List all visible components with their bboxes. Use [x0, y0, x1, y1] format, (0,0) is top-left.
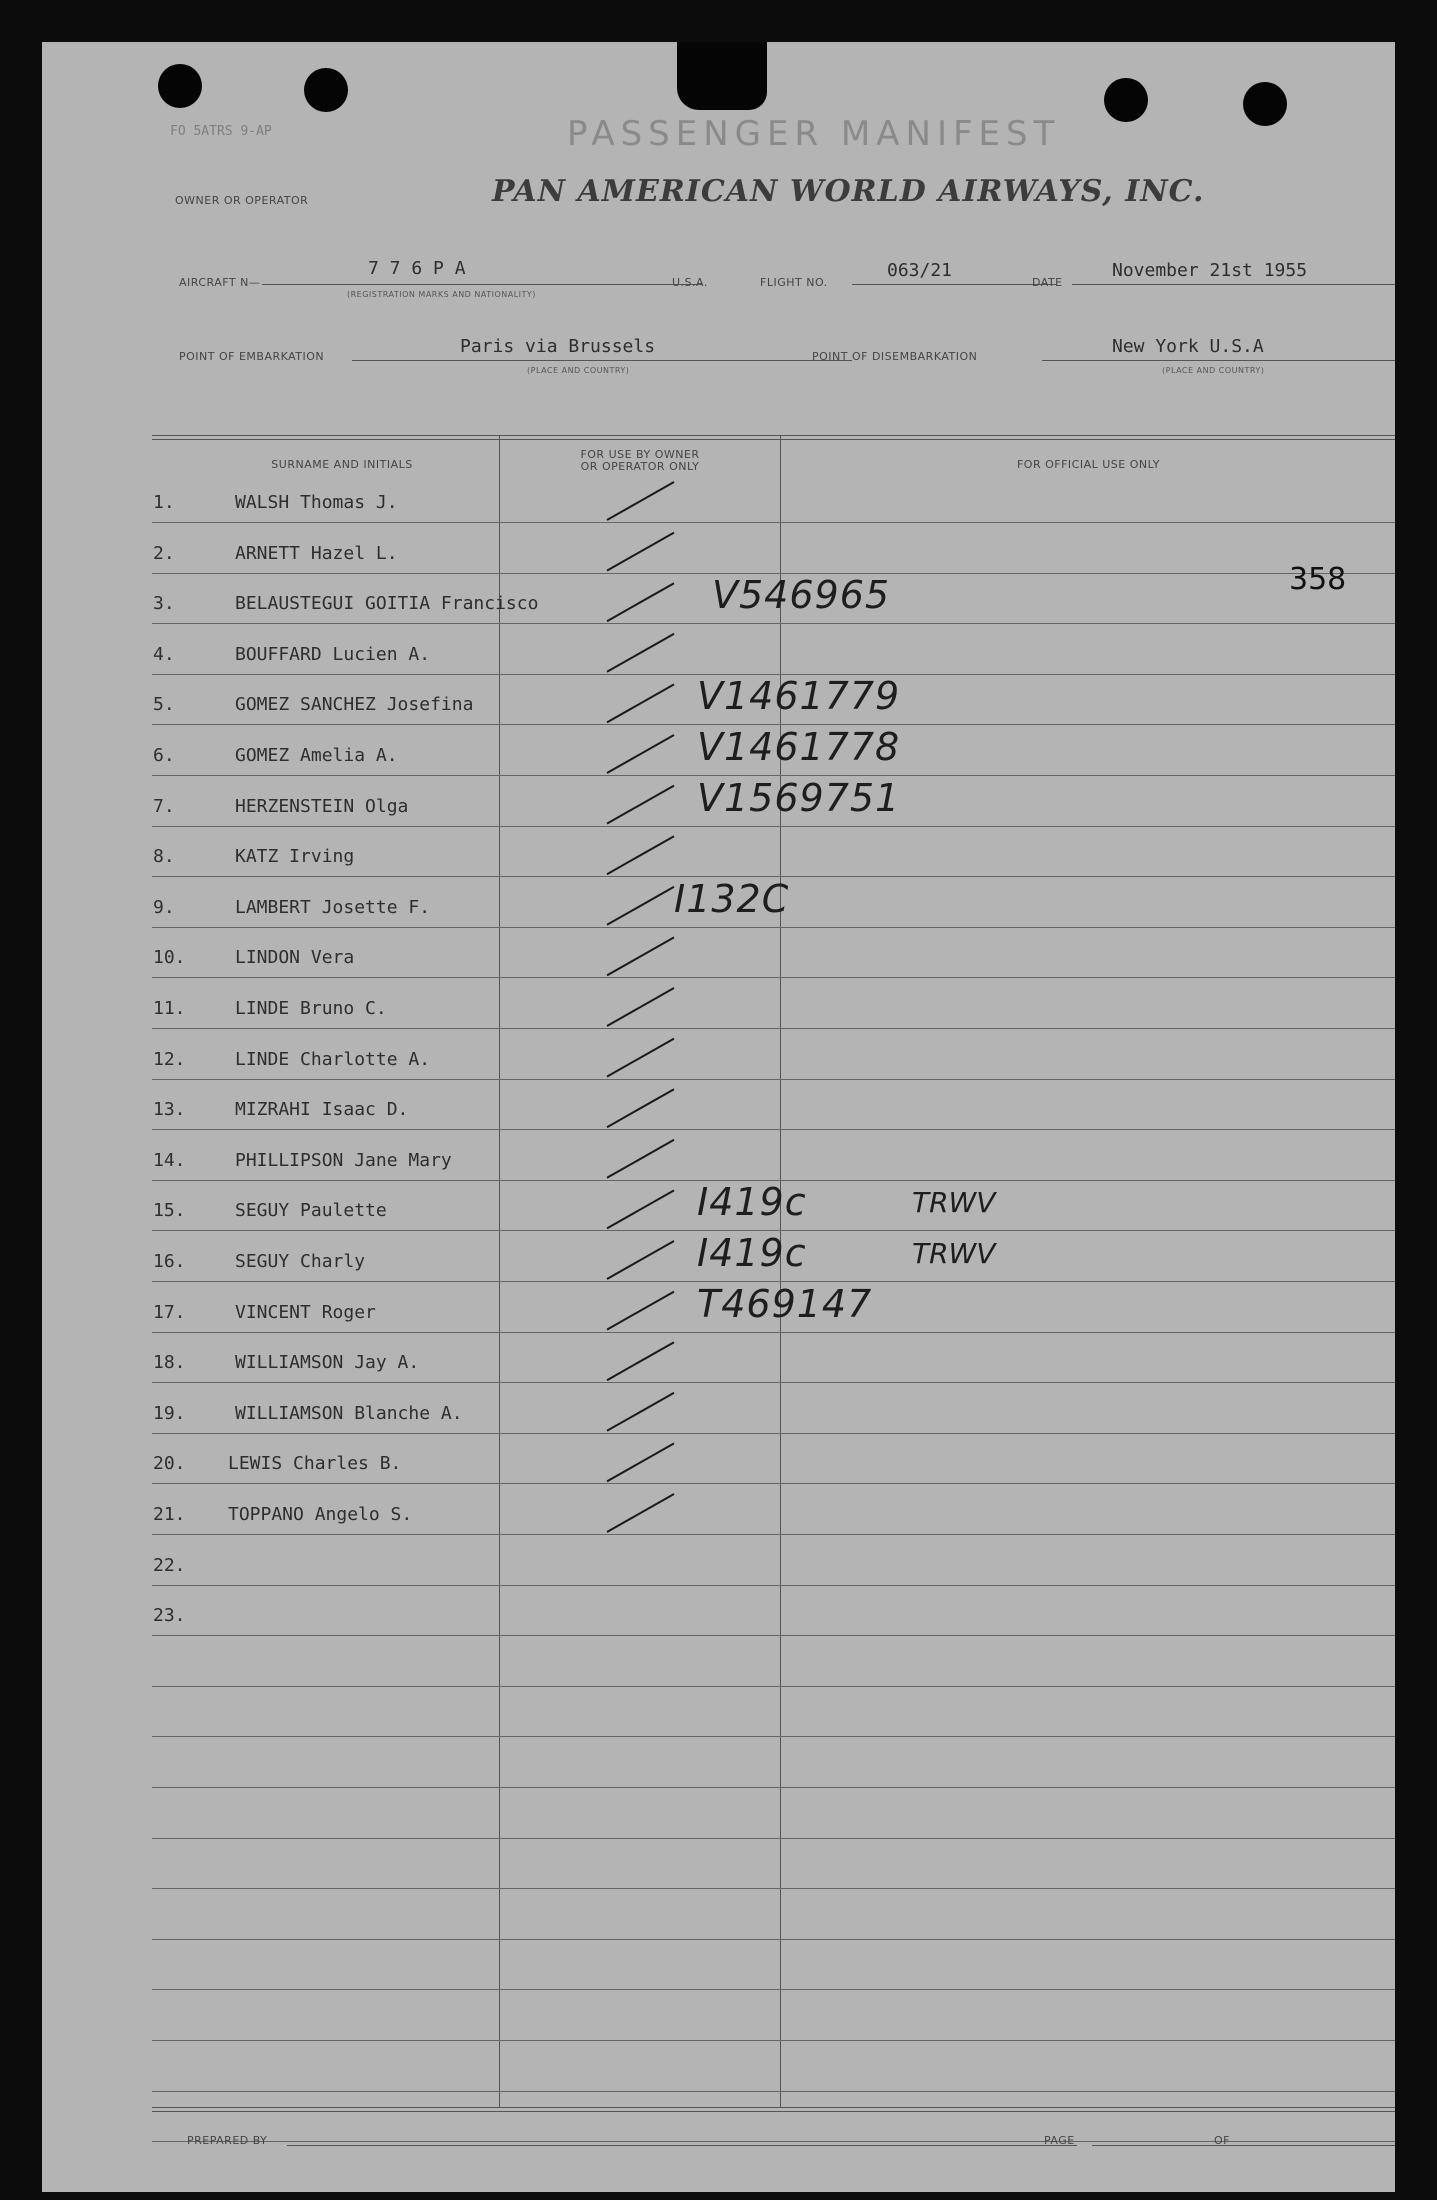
passenger-name: TOPPANO Angelo S.	[228, 1504, 413, 1525]
row-number: 10.	[153, 947, 186, 969]
handwritten-number: V1569751	[697, 775, 901, 820]
handwritten-number: I132C	[674, 876, 790, 921]
passenger-name: WALSH Thomas J.	[235, 492, 398, 513]
row-number: 9.	[153, 896, 175, 918]
aircraft-value: 7 7 6 P A	[368, 258, 466, 279]
row-number: 8.	[153, 846, 175, 868]
column-header-owner-2: OR OPERATOR ONLY	[580, 460, 700, 473]
row-number: 21.	[153, 1504, 186, 1525]
aircraft-label: AIRCRAFT N—	[179, 276, 261, 289]
passenger-name: LINDE Charlotte A.	[235, 1048, 431, 1070]
passenger-name: BELAUSTEGUI GOITIA Francisco	[235, 593, 539, 615]
page-title: PASSENGER MANIFEST	[567, 114, 1061, 154]
passenger-name: SEGUY Charly	[235, 1251, 366, 1272]
disembark-sublabel: (PLACE AND COUNTRY)	[1162, 366, 1265, 375]
check-stroke	[607, 583, 674, 621]
passenger-name: ARNETT Hazel L.	[235, 542, 398, 564]
passenger-name: WILLIAMSON Jay A.	[235, 1352, 420, 1374]
passenger-name: GOMEZ Amelia A.	[235, 745, 398, 766]
passenger-name: BOUFFARD Lucien A.	[235, 643, 431, 665]
of-label: OF	[1214, 2134, 1230, 2147]
check-stroke	[607, 786, 674, 824]
check-stroke	[607, 1190, 674, 1228]
manifest-sheet	[42, 42, 1395, 2192]
handwritten-number: V1461779	[697, 674, 901, 719]
check-stroke	[607, 887, 674, 925]
passenger-name: LINDON Vera	[235, 947, 355, 969]
check-stroke	[607, 1241, 674, 1279]
check-stroke	[607, 836, 674, 874]
check-stroke	[607, 634, 674, 672]
row-number: 11.	[153, 998, 186, 1019]
passenger-name: WILLIAMSON Blanche A.	[235, 1402, 463, 1424]
aircraft-sublabel: (REGISTRATION MARKS AND NATIONALITY)	[347, 290, 536, 299]
row-number: 18.	[153, 1352, 186, 1374]
handwritten-note: TRWV	[912, 1237, 996, 1270]
passenger-name: VINCENT Roger	[235, 1301, 376, 1323]
check-stroke	[607, 1089, 674, 1127]
check-stroke	[607, 1292, 674, 1330]
check-stroke	[607, 1494, 674, 1532]
column-header-owner-1: FOR USE BY OWNER	[580, 448, 700, 461]
check-stroke	[607, 1140, 674, 1178]
row-number: 6.	[153, 745, 175, 766]
prepared-by-label: PREPARED BY	[187, 2134, 268, 2147]
check-stroke	[607, 1393, 674, 1431]
check-stroke	[607, 482, 674, 520]
official-number: 358	[1289, 562, 1347, 597]
row-number: 13.	[153, 1099, 186, 1121]
date-label: DATE	[1032, 276, 1063, 289]
date-value: November 21st 1955	[1112, 260, 1308, 281]
passenger-name: LAMBERT Josette F.	[235, 896, 431, 918]
handwritten-number: T469147	[697, 1281, 873, 1326]
row-number: 19.	[153, 1402, 186, 1424]
passenger-name: LINDE Bruno C.	[235, 998, 387, 1019]
flight-value: 063/21	[887, 260, 953, 281]
company-name: PAN AMERICAN WORLD AIRWAYS, INC.	[492, 174, 1205, 209]
row-number: 20.	[153, 1453, 186, 1475]
row-number: 1.	[153, 492, 175, 513]
check-stroke	[607, 1443, 674, 1481]
passenger-name: MIZRAHI Isaac D.	[235, 1099, 409, 1121]
handwritten-number: I419c	[697, 1180, 807, 1225]
check-stroke	[607, 1039, 674, 1077]
embark-label: POINT OF EMBARKATION	[179, 350, 325, 363]
passenger-name: GOMEZ SANCHEZ Josefina	[235, 694, 474, 716]
check-stroke	[607, 937, 674, 975]
check-stroke	[607, 735, 674, 773]
column-header-name: SURNAME AND INITIALS	[271, 458, 413, 471]
owner-label: OWNER OR OPERATOR	[175, 194, 309, 207]
row-number: 7.	[153, 795, 175, 817]
disembark-label: POINT OF DISEMBARKATION	[812, 350, 978, 363]
embark-value: Paris via Brussels	[460, 336, 656, 357]
disembark-value: New York U.S.A	[1112, 336, 1264, 357]
check-stroke	[607, 1342, 674, 1380]
handwritten-note: TRWV	[912, 1186, 996, 1220]
row-number: 4.	[153, 643, 175, 665]
row-number: 16.	[153, 1251, 186, 1272]
check-stroke	[607, 684, 674, 722]
passenger-name: PHILLIPSON Jane Mary	[235, 1149, 452, 1171]
row-number: 14.	[153, 1149, 186, 1171]
usa-label: U.S.A.	[672, 276, 708, 289]
row-number: 17.	[153, 1301, 186, 1323]
check-stroke	[607, 533, 674, 571]
check-stroke	[607, 988, 674, 1026]
passenger-name: SEGUY Paulette	[235, 1200, 387, 1222]
page-label: PAGE	[1044, 2134, 1075, 2147]
flight-label: FLIGHT NO.	[760, 276, 828, 289]
handwritten-number: V546965	[712, 573, 891, 618]
handwritten-number: V1461778	[697, 725, 901, 769]
row-number: 12.	[153, 1048, 186, 1070]
check-marks	[42, 42, 1395, 2192]
row-number: 15.	[153, 1200, 186, 1222]
handwritten-number: I419c	[697, 1231, 807, 1275]
row-number: 22.	[153, 1554, 186, 1576]
embark-sublabel: (PLACE AND COUNTRY)	[527, 366, 630, 375]
passenger-name: HERZENSTEIN Olga	[235, 795, 409, 817]
passenger-name: LEWIS Charles B.	[228, 1453, 402, 1475]
row-number: 3.	[153, 593, 175, 615]
passenger-name: KATZ Irving	[235, 846, 355, 868]
row-number: 2.	[153, 542, 175, 564]
form-number: FO 5ATRS 9-AP	[170, 124, 272, 139]
column-header-official: FOR OFFICIAL USE ONLY	[1016, 458, 1160, 471]
row-number: 23.	[153, 1605, 186, 1627]
prepared-underline	[287, 2145, 1077, 2146]
of-underline	[1242, 2145, 1395, 2146]
row-number: 5.	[153, 694, 175, 716]
